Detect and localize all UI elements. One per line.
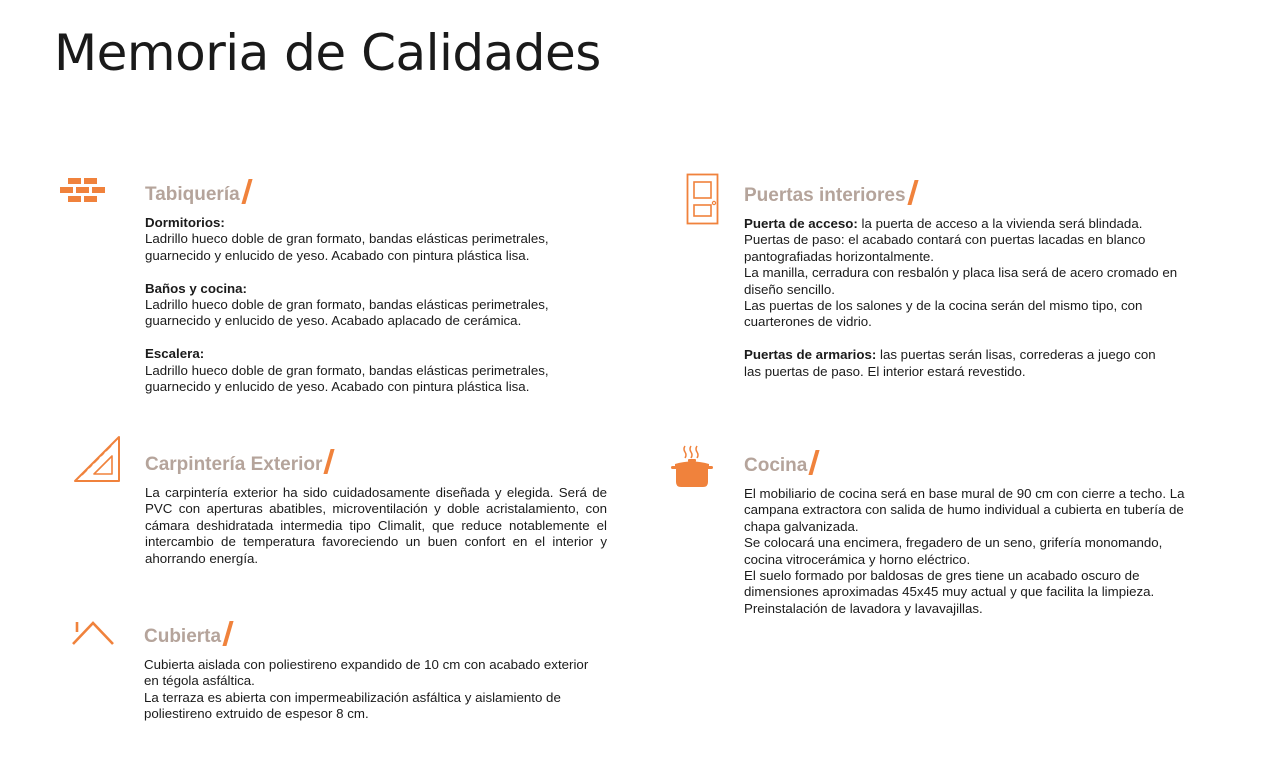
title-slash: [324, 449, 335, 474]
page-title: Memoria de Calidades: [54, 24, 601, 82]
section-cocina: [744, 450, 1244, 617]
section-title-cubierta: Cubierta: [144, 621, 624, 650]
text-line: Cubierta aislada con poliestireno expandido de 10 cm con acabado exterior: [144, 657, 589, 672]
text-line: cocina vitrocerámica y horno eléctrico.: [744, 551, 971, 567]
text-line: guarnecido y enlucido de yeso. Acabado con pintura plástica lisa.: [145, 247, 530, 263]
text-line: Ladrillo hueco doble de gran formato, bandas elásticas perimetrales,: [145, 231, 549, 247]
text-line: La manilla, cerradura con resbalón y placa lisa será de acero cromado en: [744, 265, 1178, 281]
text-line: El mobiliario de cocina será en base mural de 90 cm con cierre a techo. La: [744, 486, 1185, 501]
text-line: poliestireno extruido de espesor 8 cm.: [144, 706, 369, 722]
text-line: campana extractora con salida de humo individual a cubierta en tubería de: [744, 502, 1184, 518]
acceso-text: la puerta de acceso a la vivienda será blindada.: [857, 216, 1143, 231]
cubierta-body: [144, 657, 624, 723]
armarios-text: las puertas serán lisas, correderas a juego con: [876, 347, 1156, 363]
title-slash: [241, 179, 252, 204]
text-line: diseño sencillo.: [744, 281, 835, 297]
section-cubierta: [144, 621, 624, 723]
section-puertas: [744, 180, 1244, 380]
text-line: Ladrillo hueco doble de gran formato, bandas elásticas perimetrales,: [145, 362, 549, 378]
armarios-label: Puertas de armarios:: [744, 347, 877, 363]
section-title-puertas: Puertas interiores: [744, 180, 1244, 209]
group-heading: Escalera:: [145, 346, 205, 362]
text-line: guarnecido y enlucido de yeso. Acabado aplacado de cerámica.: [145, 313, 522, 329]
text-line: pantografiadas horizontalmente.: [744, 248, 934, 264]
tabiqueria-body: [145, 215, 625, 395]
door-icon: [686, 173, 720, 225]
text-line: Ladrillo hueco doble de gran formato, bandas elásticas perimetrales,: [145, 297, 549, 313]
title-slash: [222, 621, 233, 646]
title-slash: [907, 180, 918, 205]
text-line: chapa galvanizada.: [744, 518, 859, 534]
group-heading: Baños y cocina:: [145, 280, 247, 296]
puertas-body: [744, 216, 1244, 380]
section-title-tabiqueria: Tabiquería: [145, 179, 625, 208]
acceso-label: Puerta de acceso:: [744, 216, 858, 231]
text-line: Puertas de paso: el acabado contará con puertas lacadas en blanco: [744, 232, 1146, 248]
text-line: las puertas de paso. El interior estará revestido.: [744, 363, 1026, 379]
text-line: Se colocará una encimera, fregadero de un seno, grifería monomando,: [744, 535, 1163, 551]
cooking-pot-icon: [670, 444, 714, 490]
text-line: Las puertas de los salones y de la cocina serán del mismo tipo, con: [744, 298, 1143, 314]
text-line: El suelo formado por baldosas de gres tiene un acabado oscuro de: [744, 568, 1140, 584]
text-line: La terraza es abierta con impermeabilización asfáltica y aislamiento de: [144, 689, 561, 705]
text-line: Preinstalación de lavadora y lavavajillas.: [744, 600, 983, 616]
group-heading: Dormitorios:: [145, 215, 225, 230]
carpinteria-body: [145, 485, 607, 567]
cocina-body: [744, 486, 1244, 617]
roof-icon: [71, 619, 115, 647]
text-line: en tégola asfáltica.: [144, 673, 255, 689]
section-tabiqueria: [145, 179, 625, 395]
section-title-carpinteria: Carpintería Exterior: [145, 449, 607, 478]
brick-wall-icon: [58, 176, 108, 206]
text-line: guarnecido y enlucido de yeso. Acabado con pintura plástica lisa.: [145, 379, 530, 395]
section-title-cocina: Cocina: [744, 450, 1244, 479]
title-slash: [809, 450, 820, 475]
carpinteria-text: La carpintería exterior ha sido cuidadosamente diseñada y elegida. Será de PVC con aperturas abatibles, microventilación y doble acristalamiento, con cámara deshidratada intermedia tipo Climalit, que reduce notablemente el intercambio de temperatura favoreciendo un buen confort en el interior y ahorrando energía.: [145, 485, 607, 566]
text-line: cuarterones de vidrio.: [744, 314, 872, 330]
text-line: dimensiones aproximadas 45x45 muy actual y que facilita la limpieza.: [744, 584, 1155, 600]
set-square-icon: [73, 435, 123, 485]
section-carpinteria: [145, 449, 607, 567]
